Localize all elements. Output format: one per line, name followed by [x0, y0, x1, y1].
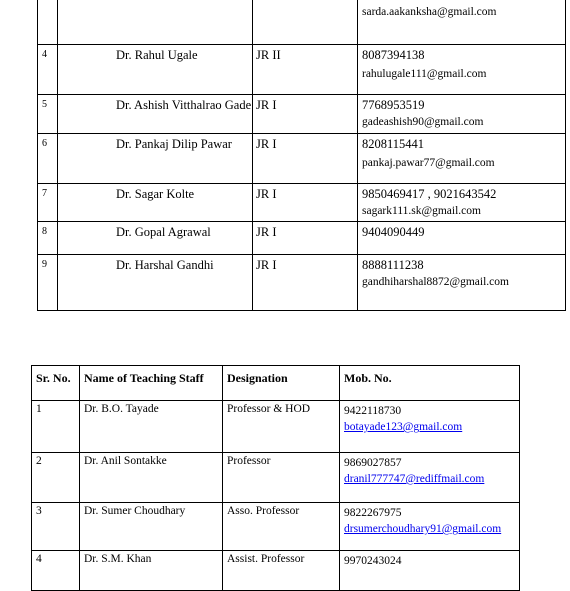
header-sr-no: Sr. No.: [32, 366, 80, 401]
phone-text: 9850469417 , 9021643542: [362, 187, 497, 201]
header-name: Name of Teaching Staff: [80, 366, 223, 401]
designation-cell: JR II: [253, 45, 358, 95]
sr-no-cell: 2: [32, 453, 80, 503]
designation-cell: Asso. Professor: [223, 503, 340, 551]
sr-no-cell: 6: [38, 134, 58, 184]
sr-no-cell: [38, 0, 58, 45]
designation-cell: Professor & HOD: [223, 401, 340, 453]
name-cell: Dr. Ashish Vitthalrao Gade: [58, 95, 253, 134]
table-row: [32, 453, 520, 503]
name-cell: Dr. Harshal Gandhi: [58, 255, 253, 311]
email-text: pankaj.pawar77@gmail.com: [362, 157, 495, 169]
name-cell: Dr. B.O. Tayade: [80, 401, 223, 453]
name-cell: Dr. Anil Sontakke: [80, 453, 223, 503]
name-cell: Dr. Rahul Ugale: [58, 45, 253, 95]
table-row: [38, 95, 566, 134]
sr-no-cell: 5: [38, 95, 58, 134]
residents-table: [37, 0, 566, 311]
sr-no-cell: 3: [32, 503, 80, 551]
name-cell: Dr. Sagar Kolte: [58, 184, 253, 222]
contact-cell: [340, 551, 520, 591]
contact-cell: [358, 0, 566, 45]
designation-cell: [253, 0, 358, 45]
teaching-staff-table: [31, 365, 520, 591]
email-text: rahulugale111@gmail.com: [362, 68, 487, 80]
designation-cell: Assist. Professor: [223, 551, 340, 591]
phone-text: 9822267975: [344, 507, 402, 519]
name-cell: Dr. Pankaj Dilip Pawar: [58, 134, 253, 184]
phone-text: 8087394138: [362, 48, 425, 62]
table-row: [38, 134, 566, 184]
phone-text: 8208115441: [362, 137, 425, 151]
phone-text: 8888111238: [362, 258, 424, 272]
designation-cell: JR I: [253, 95, 358, 134]
table-header-row: [32, 366, 520, 401]
sr-no-cell: 4: [38, 45, 58, 95]
email-text: gandhiharshal8872@gmail.com: [362, 276, 509, 288]
sr-no-cell: 7: [38, 184, 58, 222]
email-text: sagark111.sk@gmail.com: [362, 205, 481, 217]
table-row: [38, 184, 566, 222]
email-text: sarda.aakanksha@gmail.com: [362, 6, 497, 18]
table-row: [38, 0, 566, 45]
phone-text: 9422118730: [344, 405, 402, 417]
name-cell: Dr. S.M. Khan: [80, 551, 223, 591]
name-cell: [58, 0, 253, 45]
table-row: [32, 503, 520, 551]
contact-cell: [358, 184, 566, 222]
phone-text: 7768953519: [362, 98, 425, 112]
contact-cell: [358, 134, 566, 184]
table-row: [32, 401, 520, 453]
designation-cell: Professor: [223, 453, 340, 503]
header-designation: Designation: [223, 366, 340, 401]
designation-cell: JR I: [253, 255, 358, 311]
contact-cell: [358, 255, 566, 311]
contact-cell: [340, 503, 520, 551]
contact-cell: [358, 222, 566, 255]
email-link[interactable]: drsumerchoudhary91@gmail.com: [344, 523, 502, 535]
sr-no-cell: 8: [38, 222, 58, 255]
phone-text: 9970243024: [344, 555, 402, 567]
phone-text: 9404090449: [362, 225, 425, 239]
phone-text: 9869027857: [344, 457, 402, 469]
email-link[interactable]: dranil777747@rediffmail.com: [344, 473, 485, 485]
designation-cell: JR I: [253, 134, 358, 184]
header-mob-no: Mob. No.: [340, 366, 520, 401]
name-cell: Dr. Sumer Choudhary: [80, 503, 223, 551]
email-text: gadeashish90@gmail.com: [362, 116, 484, 128]
contact-cell: [340, 453, 520, 503]
contact-cell: [358, 95, 566, 134]
contact-cell: [340, 401, 520, 453]
designation-cell: JR I: [253, 222, 358, 255]
email-link[interactable]: botayade123@gmail.com: [344, 421, 463, 433]
sr-no-cell: 9: [38, 255, 58, 311]
table-row: [38, 255, 566, 311]
name-cell: Dr. Gopal Agrawal: [58, 222, 253, 255]
contact-cell: [358, 45, 566, 95]
sr-no-cell: 1: [32, 401, 80, 453]
sr-no-cell: 4: [32, 551, 80, 591]
table-row: [38, 45, 566, 95]
table-row: [38, 222, 566, 255]
designation-cell: JR I: [253, 184, 358, 222]
table-row: [32, 551, 520, 591]
